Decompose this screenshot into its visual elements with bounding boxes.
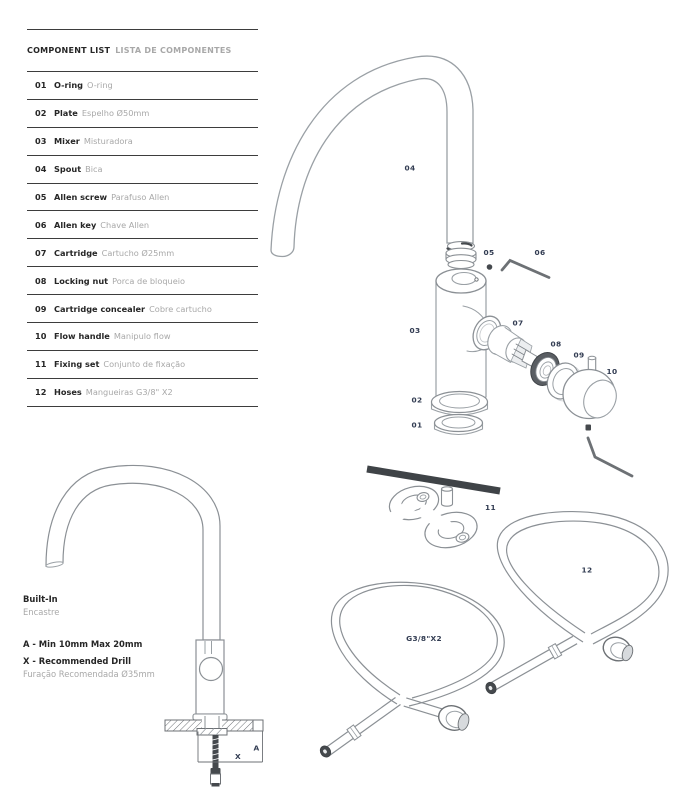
part-label-09: 09: [573, 350, 585, 360]
component-list: [27, 29, 258, 407]
part-label-10: 10: [606, 367, 618, 376]
component-row-01: [27, 72, 258, 100]
component-row-11: [27, 351, 258, 379]
component-name-pt: Espelho Ø50mm: [81, 108, 150, 119]
component-name-pt: Bica: [85, 164, 103, 175]
built-in-title-pt: Encastre: [23, 607, 60, 617]
component-name-en: Fixing set: [54, 359, 100, 370]
dim-label-a: A: [253, 743, 260, 753]
spout-connector-rings: [446, 242, 476, 269]
allen-screw-drawing: [487, 264, 493, 270]
component-name-en: Cartridge: [54, 247, 98, 258]
component-row-08: [27, 267, 258, 295]
component-name-pt: Manipulo flow: [113, 331, 171, 342]
dim-label-x: X: [235, 752, 241, 761]
hose-left-drawing: [318, 582, 504, 759]
spout-drawing: [271, 56, 473, 256]
component-number: 05: [35, 192, 47, 202]
fixing-set-drawing: [367, 469, 500, 553]
component-row-10: [27, 323, 258, 351]
component-number: 08: [35, 275, 47, 286]
part-label-12: 12: [581, 565, 593, 575]
part-label-06: 06: [534, 248, 546, 257]
part-label-05: 05: [483, 248, 495, 257]
exploded-view-drawing: [271, 56, 632, 476]
component-number: 01: [35, 80, 47, 91]
component-name-en: Locking nut: [54, 275, 109, 286]
component-number: 09: [35, 303, 47, 314]
component-name-en: O-ring: [54, 80, 84, 91]
part-label-07: 07: [512, 318, 524, 328]
component-row-07: [27, 239, 258, 267]
component-number: 03: [35, 136, 47, 147]
part-label-04: 04: [404, 163, 416, 173]
component-number: 11: [35, 359, 47, 370]
component-number: 10: [35, 331, 47, 342]
component-name-en: Flow handle: [54, 331, 110, 342]
component-name-en: Cartridge concealer: [54, 303, 146, 314]
hoses-drawing: [318, 512, 668, 759]
component-number: 07: [35, 247, 47, 258]
o-ring-drawing: [435, 415, 483, 435]
component-row-02: [27, 100, 258, 128]
component-row-12: [27, 379, 258, 407]
built-in-title-en: Built-In: [23, 594, 58, 604]
component-name-en: Hoses: [54, 387, 82, 398]
part-label-03: 03: [409, 326, 421, 335]
flow-handle-drawing: [563, 356, 632, 476]
component-number: 12: [35, 387, 47, 398]
part-label-11: 11: [485, 503, 496, 512]
allen-key-lower-drawing: [588, 438, 632, 476]
component-name-pt: Chave Allen: [100, 219, 150, 230]
dimension-x-note-pt: Furação Recomendada Ø35mm: [23, 669, 155, 679]
dimension-a-note: A - Min 10mm Max 20mm: [23, 639, 143, 649]
component-name-en: Spout: [54, 164, 82, 175]
component-row-04: [27, 156, 258, 184]
hose-spec-label: G3/8"X2: [406, 634, 442, 643]
component-name-pt: Misturadora: [83, 136, 133, 147]
handle-screw-drawing: [586, 425, 592, 431]
hose-right-drawing: [484, 512, 668, 696]
component-list-title-pt: LISTA DE COMPONENTES: [115, 46, 232, 55]
component-name-pt: Conjunto de fixação: [103, 359, 186, 370]
built-in-notes: [23, 593, 203, 681]
component-row-05: [27, 184, 258, 212]
component-name-pt: Cobre cartucho: [149, 303, 212, 314]
dimension-x-note-en: X - Recommended Drill: [23, 656, 131, 666]
component-name-pt: Parafuso Allen: [111, 192, 170, 202]
component-list-title-en: COMPONENT LIST: [27, 46, 111, 55]
component-name-en: Mixer: [54, 136, 80, 147]
component-list-header: [27, 30, 258, 72]
part-label-08: 08: [550, 339, 562, 349]
component-row-03: [27, 128, 258, 156]
allen-key-drawing: [502, 261, 549, 278]
component-row-09: [27, 295, 258, 323]
component-number: 02: [35, 108, 47, 119]
part-label-01: 01: [411, 420, 423, 430]
component-name-pt: Cartucho Ø25mm: [101, 247, 175, 258]
plate-drawing: [432, 392, 488, 416]
component-name-pt: Porca de bloqueio: [112, 275, 186, 286]
component-row-06: [27, 211, 258, 239]
component-name-pt: Mangueiras G3/8" X2: [85, 387, 173, 398]
component-name-en: Allen screw: [54, 192, 108, 202]
component-name-en: Plate: [54, 108, 78, 119]
component-name-pt: O-ring: [87, 80, 113, 91]
part-label-02: 02: [411, 395, 423, 405]
component-number: 04: [35, 164, 47, 175]
component-number: 06: [35, 219, 47, 230]
component-name-en: Allen key: [54, 219, 97, 230]
